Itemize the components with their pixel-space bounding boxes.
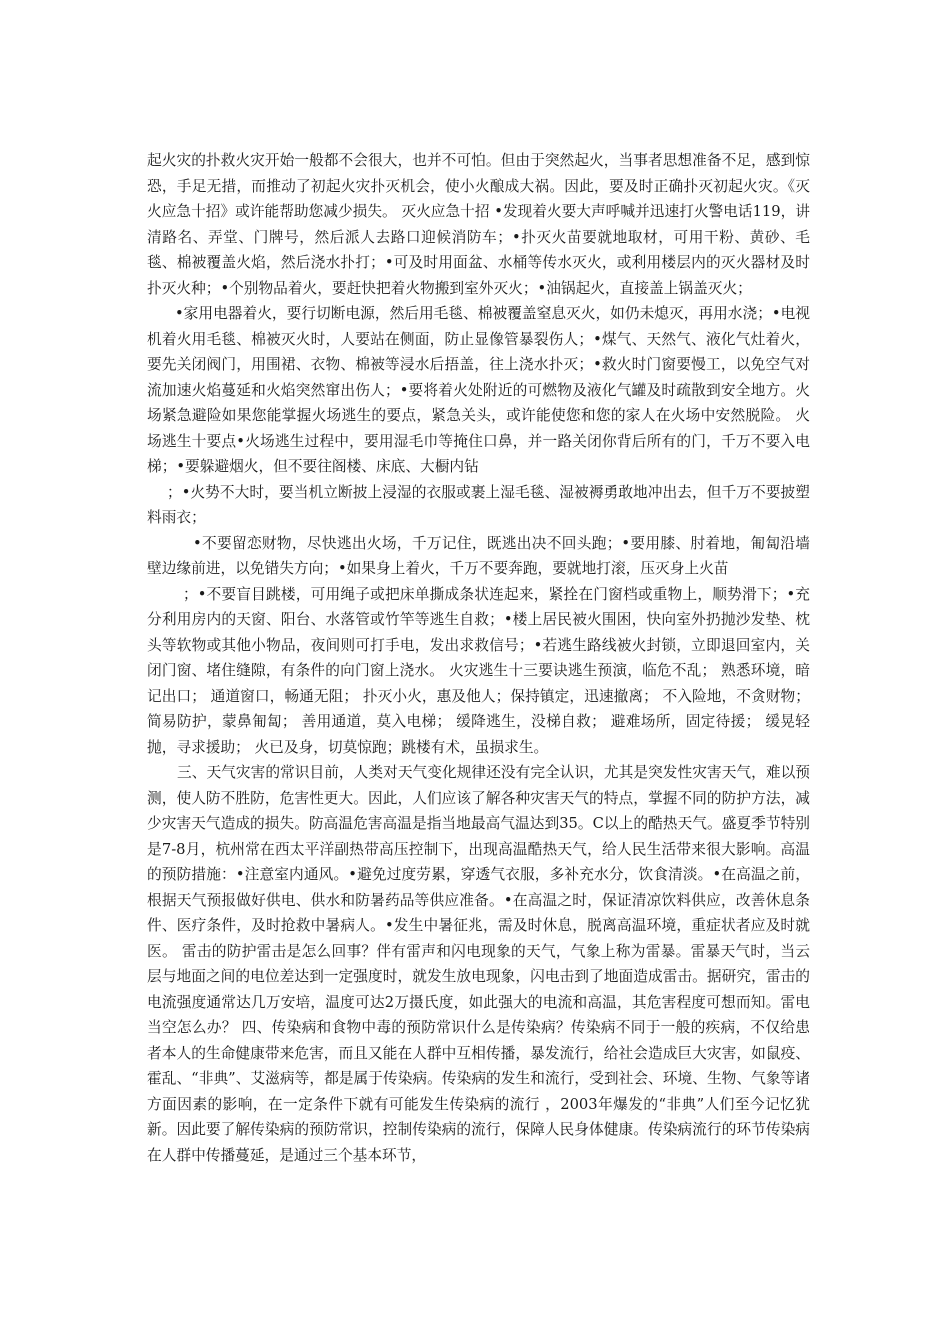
paragraph-escape-tips: ；•不要盲目跳楼，可用绳子或把床单撕成条状连起来，紧拴在门窗档或重物上，顺势滑下；•充分利用房内的天窗、阳台、水落管或竹竿等逃生自救；•楼上居民被火围困，快向室外扔抛沙发垫、枕头等软物或其他小物品，夜间则可打手电，发出求救信号；•若逃生路线被火封锁，立即退回室内，关闭门窗、堵住缝隙，有条件的向门窗上浇水。 火灾逃生十三要诀逃生预演，临危不乱； 熟悉环境，暗记出口； 通道窗口，畅通无阻； 扑灭小火，惠及他人；保持镇定，迅速撤离； 不入险地，不贪财物； 简易防护，蒙鼻匍匐； 善用通道，莫入电梯； 缓降逃生，没梯自救； 避难场所，固定待援； 缓晃轻抛，寻求援助； 火已及身，切莫惊跑；跳楼有术，虽损求生。	[147, 585, 810, 756]
paragraph-fire-fighting: 起火灾的扑救火灾开始一般都不会很大，也并不可怕。但由于突然起火，当事者思想准备不足，感到惊恐，手足无措，而推动了初起火灾扑灭机会，使小火酿成大祸。因此，要及时正确扑灭初起火灾。《灭火应急十招》或许能帮助您减少损失。 灭火应急十招 •发现着火要大声呼喊并迅速打火警电话119，讲清路名、弄堂、门牌号，然后派人去路口迎候消防车；•扑灭火苗要就地取材，可用干粉、黄砂、毛毯、棉被覆盖火焰，然后浇水扑打；•可及时用面盆、水桶等传水灭火，或利用楼层内的灭火器材及时扑灭火种；•个别物品着火，要赶快把着火物搬到室外灭火；•油锅起火，直接盖上锅盖灭火；	[147, 152, 810, 297]
paragraph-weather-disease: 三、天气灾害的常识目前，人类对天气变化规律还没有完全认识，尤其是突发性灾害天气，难以预测，使人防不胜防，危害性更大。因此，人们应该了解各种灾害天气的特点，掌握不同的防护方法，减少灾害天气造成的损失。防高温危害高温是指当地最高气温达到35。C以上的酷热天气。盛夏季节特别是7-8月，杭州常在西太平洋副热带高压控制下，出现高温酷热天气，给人民生活带来很大影响。高温的预防措施：•注意室内通风。•避免过度劳累，穿透气衣服，多补充水分，饮食清淡。•在高温之前，根据天气预报做好供电、供水和防暑药品等供应准备。•在高温之时，保证清凉饮料供应，改善休息条件、医疗条件，及时抢救中暑病人。•发生中暑征兆，需及时休息，脱离高温环境，重症状者应及时就医。 雷击的防护雷击是怎么回事？伴有雷声和闪电现象的天气，气象上称为雷暴。雷暴天气时，当云层与地面之间的电位差达到一定强度时，就发生放电现象，闪电击到了地面造成雷击。据研究，雷击的电流强度通常达几万安培，温度可达2万摄氏度，如此强大的电流和高温，其危害程度可想而知。雷电当空怎么办？ 四、传染病和食物中毒的预防常识什么是传染病？传染病不同于一般的疾病，不仅给患者本人的生命健康带来危害，而且又能在人群中互相传播，暴发流行，给社会造成巨大灾害，如鼠疫、霍乱、“非典”、艾滋病等，都是属于传染病。传染病的发生和流行，受到社会、环境、生物、气象等诸方面因素的影响，在一定条件下就有可能发生传染病的流行 ，2003年爆发的“非典”人们至今记忆犹新。因此要了解传染病的预防常识，控制传染病的流行，保障人民身体健康。传染病流行的环节传染病在人群中传播蔓延，是通过三个基本环节，	[147, 764, 810, 1164]
paragraph-leave-belongings: •不要留恋财物，尽快逃出火场，千万记住，既逃出决不回头跑；•要用膝、肘着地，匍匐沿墙壁边缘前进，以免错失方向；•如果身上着火，千万不要奔跑，要就地打滚，压灭身上火苗	[147, 534, 810, 577]
document-body	[147, 148, 810, 1168]
paragraph-small-fire-escape: ；•火势不大时，要当机立断披上浸湿的衣服或裹上湿毛毯、湿被褥勇敢地冲出去，但千万不要披塑料雨衣；	[147, 483, 810, 526]
paragraph-appliance-fire: •家用电器着火，要行切断电源，然后用毛毯、棉被覆盖窒息灭火，如仍未熄灭，再用水浇；•电视机着火用毛毯、棉被灭火时，人要站在侧面，防止显像管暴裂伤人；•煤气、天然气、液化气灶着火，要先关闭阀门，用围裙、衣物、棉被等浸水后捂盖，往上浇水扑灭；•救火时门窗要慢工，以免空气对流加速火焰蔓延和火焰突然窜出伤人；•要将着火处附近的可燃物及液化气罐及时疏散到安全地方。火场紧急避险如果您能掌握火场逃生的要点，紧急关头，或许能使您和您的家人在火场中安然脱险。 火场逃生十要点•火场逃生过程中，要用湿毛巾等掩住口鼻，并一路关闭你背后所有的门，千万不要入电梯；•要躲避烟火，但不要往阁楼、床底、大橱内钻	[147, 305, 810, 475]
